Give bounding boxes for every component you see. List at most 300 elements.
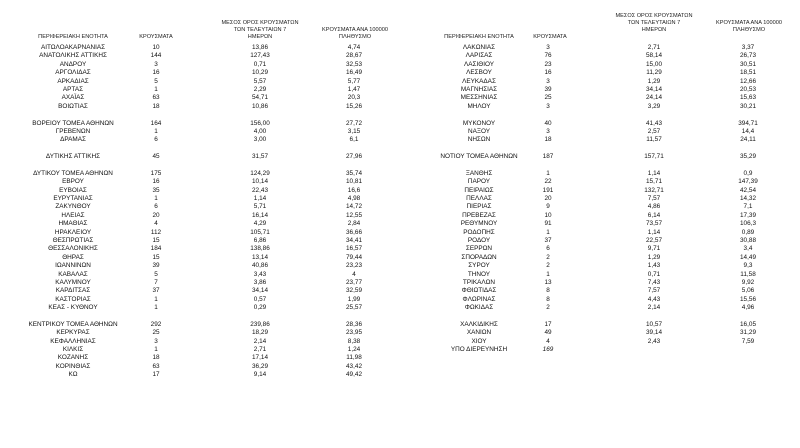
header-avg7: ΜΕΣΟΣ ΟΡΟΣ ΚΡΟΥΣΜΑΤΩΝ ΤΩΝ ΤΕΛΕΥΤΑΙΩΝ 7 ΗΜΕΡΩΝ [615,13,693,33]
table-row [0,279,406,287]
region-cell: ΘΗΡΑΣ [62,253,84,261]
per100k-cell: 16,49 [346,69,362,77]
per100k-cell: 28,36 [346,320,362,328]
per100k-cell: 79,44 [346,253,362,261]
region-cell: ΚΑΒΑΛΑΣ [58,270,88,278]
per100k-cell: 23,95 [346,329,362,337]
per100k-cell: 42,54 [740,186,756,194]
per100k-cell: 25,57 [346,304,362,312]
region-cell: ΞΑΝΘΗΣ [465,169,493,177]
avg7-cell: 39,14 [646,329,662,337]
cases-cell: 1 [154,295,158,303]
per100k-cell: 49,42 [346,371,362,379]
cases-cell: 169 [542,346,554,354]
header-region: ΠΕΡΙΦΕΡΕΙΑΚΗ ΕΝΟΤΗΤΑ [38,34,108,40]
table-row [0,170,406,178]
cases-cell: 15 [152,236,160,244]
cases-cell: 63 [152,362,160,370]
table-row [406,203,800,211]
avg7-cell: 10,57 [646,320,662,328]
header-per100k: ΚΡΟΥΣΜΑΤΑ ΑΝΑ 100000 ΠΛΗΘΥΣΜΟ [716,20,782,33]
table-row [0,220,406,228]
per100k-cell: 35,74 [346,169,362,177]
per100k-cell: 4,98 [347,195,361,203]
region-cell: ΑΝΔΡΟΥ [59,60,87,68]
per100k-cell: 20,53 [740,85,756,93]
per100k-cell: 9,3 [743,262,753,270]
table-row [406,44,800,52]
avg7-cell: 9,71 [647,245,661,253]
cases-cell: 2 [546,304,550,312]
per100k-cell: 7,59 [741,337,755,345]
avg7-cell: 124,29 [250,169,270,177]
table-row [0,61,406,69]
table-row [0,296,406,304]
region-cell: ΠΡΕΒΕΖΑΣ [462,211,496,219]
right-table [406,8,800,354]
table-row [406,329,800,337]
per100k-cell: 1,47 [347,85,361,93]
cases-cell: 20 [152,211,160,219]
cases-cell: 1 [546,228,550,236]
cases-cell: 1 [154,304,158,312]
table-row [406,187,800,195]
cases-cell: 3 [154,60,158,68]
per100k-cell: 12,66 [740,77,756,85]
avg7-cell: 105,71 [250,228,270,236]
left-table-header [0,8,406,44]
region-cell: ΚΟΡΙΝΘΙΑΣ [55,362,91,370]
table-row [406,161,800,169]
table-row [406,94,800,102]
per100k-cell: 9,92 [741,278,755,286]
region-cell: ΕΥΡΥΤΑΝΙΑΣ [53,195,93,203]
table-row [406,120,800,128]
table-row [406,245,800,253]
avg7-cell: 58,14 [646,52,662,60]
header-per100k: ΚΡΟΥΣΜΑΤΑ ΑΝΑ 100000 ΠΛΗΘΥΣΜΟ [322,27,388,40]
region-cell: ΗΡΑΚΛΕΙΟΥ [54,228,92,236]
table-row [406,111,800,119]
region-cell: ΧΑΝΙΩΝ [466,329,492,337]
avg7-cell: 3,29 [647,102,661,110]
cases-cell: 8 [546,287,550,295]
per100k-cell: 34,41 [346,236,362,244]
per100k-cell: 14,72 [346,203,362,211]
region-cell: ΔΥΤΙΚΗΣ ΑΤΤΙΚΗΣ [45,153,101,161]
per100k-cell: 5,06 [741,287,755,295]
table-row [0,94,406,102]
table-row [0,120,406,128]
region-cell: ΧΙΟΥ [471,337,487,345]
region-cell: ΚΕΦΑΛΛΗΝΙΑΣ [50,337,96,345]
cases-cell: 3 [546,44,550,51]
region-cell: ΑΡΚΑΔΙΑΣ [57,77,89,85]
table-row [406,52,800,60]
avg7-cell: 18,29 [252,329,268,337]
avg7-cell: 1,43 [647,262,661,270]
avg7-cell: 3,00 [253,136,267,144]
avg7-cell: 6,14 [647,211,661,219]
avg7-cell: 41,43 [646,119,662,127]
avg7-cell: 16,14 [252,211,268,219]
region-cell: ΒΟΡΕΙΟΥ ΤΟΜΕΑ ΑΘΗΝΩΝ [32,119,114,127]
region-cell: ΛΕΣΒΟΥ [466,69,492,77]
table-row [406,346,800,354]
header-avg7: ΜΕΣΟΣ ΟΡΟΣ ΚΡΟΥΣΜΑΤΩΝ ΤΩΝ ΤΕΛΕΥΤΑΙΩΝ 7 ΗΜΕΡΩΝ [221,20,299,40]
per100k-cell: 30,21 [740,102,756,110]
avg7-cell: 1,14 [647,169,661,177]
per100k-cell: 14,32 [740,195,756,203]
per100k-cell: 8,38 [347,337,361,345]
cases-cell: 16 [544,69,552,77]
cases-cell: 49 [544,329,552,337]
cases-cell: 1 [154,346,158,354]
region-cell: ΚΑΛΥΜΝΟΥ [55,278,91,286]
table-row [0,329,406,337]
region-cell: ΠΙΕΡΙΑΣ [466,203,492,211]
per100k-cell: 3,15 [347,127,361,135]
table-row [406,136,800,144]
avg7-cell: 1,29 [647,77,661,85]
table-row [0,321,406,329]
table-row [0,338,406,346]
table-row [0,161,406,169]
cases-cell: 2 [546,253,550,261]
table-row [406,262,800,270]
region-cell: ΔΡΑΜΑΣ [60,136,86,144]
avg7-cell: 4,29 [253,220,267,228]
cases-cell: 6 [154,203,158,211]
per100k-cell: 23,77 [346,278,362,286]
avg7-cell: 156,00 [250,119,270,127]
region-cell: ΖΑΚΥΝΘΟΥ [55,203,91,211]
avg7-cell: 15,00 [646,60,662,68]
table-row [406,103,800,111]
avg7-cell: 2,71 [647,44,661,51]
table-row [0,44,406,52]
avg7-cell: 0,57 [253,295,267,303]
cases-cell: 91 [544,220,552,228]
cases-cell: 292 [150,320,162,328]
per100k-cell: 6,1 [349,136,359,144]
cases-cell: 10 [152,44,160,51]
avg7-cell: 17,14 [252,354,268,362]
avg7-cell: 36,29 [252,362,268,370]
cases-cell: 175 [150,169,162,177]
region-cell: ΙΩΑΝΝΙΝΩΝ [55,262,91,270]
per100k-cell: 27,72 [346,119,362,127]
table-row [0,203,406,211]
table-row [406,170,800,178]
region-cell: ΝΟΤΙΟΥ ΤΟΜΕΑ ΑΘΗΝΩΝ [440,153,518,161]
per100k-cell: 11,98 [346,354,362,362]
per100k-cell: 394,71 [738,119,758,127]
cases-cell: 144 [150,52,162,60]
cases-cell: 112 [150,228,162,236]
per100k-cell: 3,37 [741,44,755,51]
cases-cell: 23 [544,60,552,68]
cases-cell: 45 [152,153,160,161]
avg7-cell: 34,14 [646,85,662,93]
cases-cell: 4 [154,220,158,228]
table-row [406,86,800,94]
cases-cell: 1 [154,85,158,93]
avg7-cell: 1,14 [647,228,661,236]
region-cell: ΚΟΖΑΝΗΣ [57,354,89,362]
cases-cell: 3 [546,127,550,135]
avg7-cell: 157,71 [644,153,664,161]
avg7-cell: 2,71 [253,346,267,354]
avg7-cell: 40,86 [252,262,268,270]
region-cell: ΑΙΤΩΛΟΑΚΑΡΝΑΝΙΑΣ [40,44,106,51]
region-cell: ΣΠΟΡΑΔΩΝ [461,253,497,261]
table-row [406,69,800,77]
cases-cell: 40 [544,119,552,127]
region-cell: ΠΑΡΟΥ [467,178,491,186]
region-cell: ΧΑΛΚΙΔΙΚΗΣ [460,320,498,328]
avg7-cell: 4,43 [647,295,661,303]
cases-cell: 15 [152,253,160,261]
table-row [0,237,406,245]
table-row [406,220,800,228]
region-cell: ΒΟΙΩΤΙΑΣ [58,102,88,110]
cases-cell: 37 [152,287,160,295]
cases-cell: 3 [154,337,158,345]
avg7-cell: 3,86 [253,278,267,286]
table-row [0,111,406,119]
avg7-cell: 6,86 [253,236,267,244]
per100k-cell: 11,58 [740,270,756,278]
region-cell: ΡΟΔΟΠΗΣ [463,228,495,236]
region-cell: ΑΡΤΑΣ [62,85,84,93]
per100k-cell: 32,53 [346,60,362,68]
region-cell: ΜΥΚΟΝΟΥ [462,119,496,127]
avg7-cell: 7,57 [647,195,661,203]
cases-cell: 13 [544,278,552,286]
region-cell: ΗΛΕΙΑΣ [61,211,85,219]
cases-cell: 16 [152,69,160,77]
avg7-cell: 0,29 [253,304,267,312]
cases-cell: 187 [542,153,554,161]
region-cell: ΛΑΚΩΝΙΑΣ [462,44,496,51]
table-row [0,304,406,312]
table-row [406,321,800,329]
per100k-cell: 30,88 [740,236,756,244]
table-row [406,304,800,312]
cases-cell: 63 [152,94,160,102]
table-row [0,254,406,262]
per100k-cell: 3,4 [743,245,753,253]
region-cell: ΕΒΡΟΥ [62,178,84,186]
cases-cell: 4 [546,337,550,345]
per100k-cell: 14,4 [741,127,755,135]
avg7-cell: 1,14 [253,195,267,203]
cases-cell: 184 [150,245,162,253]
cases-cell: 9 [546,203,550,211]
table-row [0,178,406,186]
region-cell: ΚΑΣΤΟΡΙΑΣ [55,295,91,303]
per100k-cell: 7,1 [743,203,753,211]
avg7-cell: 2,57 [647,127,661,135]
cases-cell: 5 [154,77,158,85]
cases-cell: 18 [152,102,160,110]
region-cell: ΑΝΑΤΟΛΙΚΗΣ ΑΤΤΙΚΗΣ [39,52,107,60]
table-row [0,103,406,111]
avg7-cell: 24,14 [646,94,662,102]
region-cell: ΦΩΚΙΔΑΣ [464,304,494,312]
region-cell: ΣΕΡΡΩΝ [465,245,493,253]
cases-cell: 5 [154,270,158,278]
cases-cell: 10 [544,211,552,219]
per100k-cell: 32,59 [346,287,362,295]
cases-cell: 25 [544,94,552,102]
avg7-cell: 13,86 [252,44,268,51]
per100k-cell: 16,05 [740,320,756,328]
table-row [406,178,800,186]
header-cases: ΚΡΟΥΣΜΑΤΑ [139,34,173,40]
cases-cell: 1 [546,169,550,177]
per100k-cell: 15,63 [740,94,756,102]
table-row [0,145,406,153]
region-cell: ΥΠΟ ΔΙΕΡΕΥΝΗΣΗ [450,346,508,354]
cases-cell: 17 [152,371,160,379]
table-row [406,195,800,203]
avg7-cell: 3,43 [253,270,267,278]
left-table [0,8,406,380]
avg7-cell: 34,14 [252,287,268,295]
per100k-cell: 4,96 [741,304,755,312]
per100k-cell: 18,51 [740,69,756,77]
cases-cell: 17 [544,320,552,328]
table-row [406,145,800,153]
region-cell: ΘΕΣΠΡΩΤΙΑΣ [52,236,94,244]
table-row [406,237,800,245]
avg7-cell: 22,43 [252,186,268,194]
cases-cell: 18 [544,136,552,144]
table-row [0,271,406,279]
avg7-cell: 10,86 [252,102,268,110]
per100k-cell: 147,39 [738,178,758,186]
table-row [0,195,406,203]
avg7-cell: 132,71 [644,186,664,194]
table-row [0,128,406,136]
avg7-cell: 10,29 [252,69,268,77]
region-cell: ΝΗΣΩΝ [467,136,491,144]
table-row [406,78,800,86]
region-cell: ΦΘΙΩΤΙΔΑΣ [461,287,497,295]
per100k-cell: 28,67 [346,52,362,60]
region-cell: ΚΑΡΔΙΤΣΑΣ [55,287,91,295]
cases-cell: 2 [546,262,550,270]
table-row [0,86,406,94]
region-cell: ΠΕΙΡΑΙΩΣ [464,186,494,194]
table-row [406,229,800,237]
region-cell: ΤΗΝΟΥ [467,270,491,278]
table-row [406,296,800,304]
per100k-cell: 23,23 [346,262,362,270]
table-row [406,254,800,262]
avg7-cell: 4,86 [647,203,661,211]
per100k-cell: 17,39 [740,211,756,219]
region-cell: ΚΕΑΣ - ΚΥΘΝΟΥ [48,304,98,312]
table-row [406,279,800,287]
cases-cell: 22 [544,178,552,186]
per100k-cell: 12,55 [346,211,362,219]
region-cell: ΦΛΩΡΙΝΑΣ [462,295,496,303]
table-row [406,128,800,136]
cases-cell: 1 [154,127,158,135]
avg7-cell: 11,29 [646,69,662,77]
avg7-cell: 7,57 [647,287,661,295]
left-table-body [0,44,406,380]
table-row [0,363,406,371]
table-row [0,229,406,237]
per100k-cell: 36,66 [346,228,362,236]
cases-cell: 25 [152,329,160,337]
avg7-cell: 5,57 [253,77,267,85]
region-cell: ΓΡΕΒΕΝΩΝ [55,127,91,135]
avg7-cell: 13,14 [252,253,268,261]
per100k-cell: 0,89 [741,228,755,236]
per100k-cell: 27,96 [346,153,362,161]
region-cell: ΕΥΒΟΙΑΣ [59,186,87,194]
cases-cell: 20 [544,195,552,203]
cases-cell: 8 [546,295,550,303]
table-row [0,354,406,362]
avg7-cell: 0,71 [253,60,267,68]
region-cell: ΝΑΞΟΥ [467,127,491,135]
table-row [0,313,406,321]
cases-cell: 164 [150,119,162,127]
region-cell: ΚΩ [68,371,78,379]
avg7-cell: 2,43 [647,337,661,345]
avg7-cell: 2,29 [253,85,267,93]
cases-cell: 37 [544,236,552,244]
per100k-cell: 1,99 [347,295,361,303]
avg7-cell: 31,57 [252,153,268,161]
per100k-cell: 14,49 [740,253,756,261]
cases-cell: 1 [154,195,158,203]
table-row [406,338,800,346]
avg7-cell: 2,14 [253,337,267,345]
per100k-cell: 10,81 [346,178,362,186]
table-row [406,61,800,69]
region-cell: ΑΧΑΪΑΣ [61,94,85,102]
per100k-cell: 24,11 [740,136,756,144]
region-cell: ΣΥΡΟΥ [468,262,490,270]
avg7-cell: 10,14 [252,178,268,186]
region-cell: ΡΕΘΥΜΝΟΥ [460,220,498,228]
cases-cell: 39 [544,85,552,93]
table-row [0,52,406,60]
right-table-header [406,8,800,44]
region-cell: ΠΕΛΛΑΣ [466,195,492,203]
per100k-cell: 43,42 [346,362,362,370]
table-row [0,287,406,295]
avg7-cell: 73,57 [646,220,662,228]
per100k-cell: 20,3 [347,94,361,102]
per100k-cell: 26,73 [740,52,756,60]
region-cell: ΚΙΛΚΙΣ [62,346,84,354]
per100k-cell: 4,74 [347,44,361,51]
avg7-cell: 9,14 [253,371,267,379]
region-cell: ΑΡΓΟΛΙΔΑΣ [55,69,91,77]
avg7-cell: 239,86 [250,320,270,328]
table-row [0,136,406,144]
avg7-cell: 54,71 [252,94,268,102]
cases-cell: 76 [544,52,552,60]
